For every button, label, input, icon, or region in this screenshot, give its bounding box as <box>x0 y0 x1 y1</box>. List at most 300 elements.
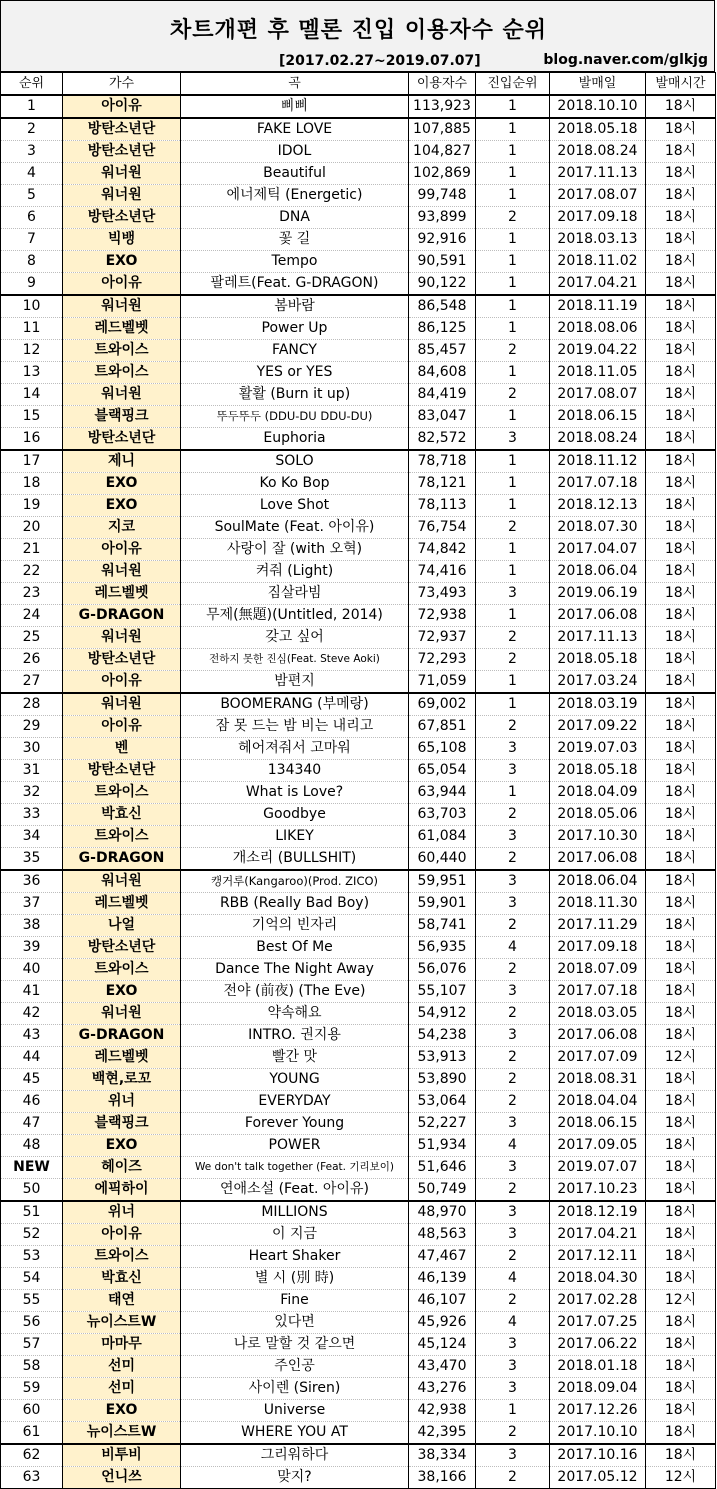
table-row <box>1 185 716 207</box>
artist-cell: 레드벨벳 <box>63 583 181 605</box>
artist-cell: 레드벨벳 <box>63 318 181 340</box>
release-time-cell: 18시 <box>646 163 716 185</box>
rank-cell: 29 <box>1 716 63 738</box>
release-date-cell: 2017.07.18 <box>550 981 646 1003</box>
rank-cell: 5 <box>1 185 63 207</box>
users-cell: 86,125 <box>409 318 476 340</box>
users-cell: 48,563 <box>409 1224 476 1246</box>
table-row <box>1 627 716 649</box>
table-row <box>1 1312 716 1334</box>
rank-cell: 52 <box>1 1224 63 1246</box>
table-row <box>1 804 716 826</box>
artist-cell: G-DRAGON <box>63 848 181 871</box>
users-cell: 90,591 <box>409 251 476 273</box>
table-row <box>1 605 716 627</box>
song-cell: LIKEY <box>181 826 409 848</box>
release-time-cell: 18시 <box>646 782 716 804</box>
users-cell: 60,440 <box>409 848 476 871</box>
entry-rank-cell: 3 <box>476 428 550 451</box>
artist-cell: 지코 <box>63 517 181 539</box>
rank-cell: 10 <box>1 295 63 318</box>
rank-cell: 11 <box>1 318 63 340</box>
artist-cell: 제니 <box>63 450 181 473</box>
release-time-cell: 18시 <box>646 207 716 229</box>
song-cell: 팔레트(Feat. G-DRAGON) <box>181 273 409 296</box>
artist-cell: 블랙핑크 <box>63 406 181 428</box>
entry-rank-cell: 2 <box>476 649 550 671</box>
table-row <box>1 273 716 296</box>
entry-rank-cell: 1 <box>476 229 550 251</box>
users-cell: 76,754 <box>409 517 476 539</box>
artist-cell: 방탄소년단 <box>63 649 181 671</box>
rank-cell: 28 <box>1 693 63 716</box>
song-cell: 켜줘 (Light) <box>181 561 409 583</box>
rank-cell: 14 <box>1 384 63 406</box>
rank-cell: 40 <box>1 959 63 981</box>
release-time-cell: 18시 <box>646 1135 716 1157</box>
release-time-cell: 18시 <box>646 981 716 1003</box>
release-time-cell: 18시 <box>646 1312 716 1334</box>
entry-rank-cell: 3 <box>476 1356 550 1378</box>
ranking-table <box>0 72 716 1489</box>
song-cell: FANCY <box>181 340 409 362</box>
song-cell: SoulMate (Feat. 아이유) <box>181 517 409 539</box>
entry-rank-cell: 2 <box>476 384 550 406</box>
song-cell: EVERYDAY <box>181 1091 409 1113</box>
table-row <box>1 649 716 671</box>
song-cell: 활활 (Burn it up) <box>181 384 409 406</box>
release-date-cell: 2017.05.12 <box>550 1467 646 1489</box>
release-time-cell: 18시 <box>646 406 716 428</box>
rank-cell: 43 <box>1 1025 63 1047</box>
users-cell: 61,084 <box>409 826 476 848</box>
artist-cell: 에픽하이 <box>63 1179 181 1202</box>
entry-rank-cell: 1 <box>476 605 550 627</box>
song-cell: DNA <box>181 207 409 229</box>
release-time-cell: 18시 <box>646 1422 716 1445</box>
song-cell: FAKE LOVE <box>181 118 409 141</box>
rank-cell: 17 <box>1 450 63 473</box>
rank-cell: 30 <box>1 738 63 760</box>
entry-rank-cell: 2 <box>476 1047 550 1069</box>
col-header-release-time: 발매시간 <box>646 73 716 96</box>
entry-rank-cell: 2 <box>476 915 550 937</box>
release-date-cell: 2018.05.06 <box>550 804 646 826</box>
entry-rank-cell: 2 <box>476 1422 550 1445</box>
release-time-cell: 18시 <box>646 95 716 118</box>
song-cell: WHERE YOU AT <box>181 1422 409 1445</box>
users-cell: 104,827 <box>409 141 476 163</box>
rank-cell: 22 <box>1 561 63 583</box>
users-cell: 69,002 <box>409 693 476 716</box>
users-cell: 82,572 <box>409 428 476 451</box>
entry-rank-cell: 1 <box>476 163 550 185</box>
artist-cell: 워너원 <box>63 693 181 716</box>
users-cell: 43,276 <box>409 1378 476 1400</box>
release-time-cell: 18시 <box>646 141 716 163</box>
artist-cell: 빅뱅 <box>63 229 181 251</box>
release-date-cell: 2018.06.15 <box>550 1113 646 1135</box>
entry-rank-cell: 4 <box>476 1135 550 1157</box>
table-row <box>1 1201 716 1224</box>
artist-cell: 위너 <box>63 1201 181 1224</box>
artist-cell: 태연 <box>63 1290 181 1312</box>
release-date-cell: 2018.03.13 <box>550 229 646 251</box>
song-cell: 약속해요 <box>181 1003 409 1025</box>
users-cell: 48,970 <box>409 1201 476 1224</box>
artist-cell: 방탄소년단 <box>63 141 181 163</box>
release-date-cell: 2018.05.18 <box>550 649 646 671</box>
song-cell: YOUNG <box>181 1069 409 1091</box>
release-time-cell: 12시 <box>646 1047 716 1069</box>
entry-rank-cell: 1 <box>476 185 550 207</box>
release-date-cell: 2019.04.22 <box>550 340 646 362</box>
users-cell: 52,227 <box>409 1113 476 1135</box>
artist-cell: 선미 <box>63 1378 181 1400</box>
entry-rank-cell: 1 <box>476 495 550 517</box>
artist-cell: 위너 <box>63 1091 181 1113</box>
artist-cell: 트와이스 <box>63 362 181 384</box>
song-cell: MILLIONS <box>181 1201 409 1224</box>
table-row <box>1 893 716 915</box>
artist-cell: 뉴이스트W <box>63 1422 181 1445</box>
release-date-cell: 2017.11.29 <box>550 915 646 937</box>
artist-cell: 레드벨벳 <box>63 893 181 915</box>
rank-cell: 19 <box>1 495 63 517</box>
release-time-cell: 18시 <box>646 473 716 495</box>
artist-cell: 워너원 <box>63 627 181 649</box>
release-time-cell: 18시 <box>646 362 716 384</box>
artist-cell: 방탄소년단 <box>63 760 181 782</box>
song-cell: Ko Ko Bop <box>181 473 409 495</box>
table-row <box>1 428 716 451</box>
artist-cell: 나얼 <box>63 915 181 937</box>
release-date-cell: 2019.07.03 <box>550 738 646 760</box>
table-row <box>1 362 716 384</box>
entry-rank-cell: 1 <box>476 362 550 384</box>
rank-cell: 31 <box>1 760 63 782</box>
rank-cell: 60 <box>1 1400 63 1422</box>
table-row <box>1 163 716 185</box>
song-cell: INTRO. 권지용 <box>181 1025 409 1047</box>
artist-cell: G-DRAGON <box>63 1025 181 1047</box>
rank-cell: 34 <box>1 826 63 848</box>
release-date-cell: 2018.11.30 <box>550 893 646 915</box>
release-time-cell: 18시 <box>646 118 716 141</box>
users-cell: 42,395 <box>409 1422 476 1445</box>
release-date-cell: 2017.03.24 <box>550 671 646 694</box>
users-cell: 54,912 <box>409 1003 476 1025</box>
song-cell: 빨간 맛 <box>181 1047 409 1069</box>
users-cell: 47,467 <box>409 1246 476 1268</box>
users-cell: 63,703 <box>409 804 476 826</box>
users-cell: 58,741 <box>409 915 476 937</box>
artist-cell: 선미 <box>63 1356 181 1378</box>
release-date-cell: 2018.11.19 <box>550 295 646 318</box>
table-row <box>1 1091 716 1113</box>
col-header-entry-rank: 진입순위 <box>476 73 550 96</box>
release-date-cell: 2017.09.22 <box>550 716 646 738</box>
release-date-cell: 2017.04.07 <box>550 539 646 561</box>
users-cell: 56,935 <box>409 937 476 959</box>
entry-rank-cell: 2 <box>476 1246 550 1268</box>
release-time-cell: 18시 <box>646 229 716 251</box>
table-row <box>1 118 716 141</box>
release-date-cell: 2017.08.07 <box>550 185 646 207</box>
users-cell: 72,937 <box>409 627 476 649</box>
users-cell: 113,923 <box>409 95 476 118</box>
song-cell: 이 지금 <box>181 1224 409 1246</box>
rank-cell: 15 <box>1 406 63 428</box>
rank-cell: 18 <box>1 473 63 495</box>
rank-cell: 12 <box>1 340 63 362</box>
release-date-cell: 2017.09.05 <box>550 1135 646 1157</box>
release-time-cell: 12시 <box>646 1467 716 1489</box>
rank-cell: 42 <box>1 1003 63 1025</box>
artist-cell: EXO <box>63 473 181 495</box>
song-cell: 뚜두뚜두 (DDU-DU DDU-DU) <box>181 406 409 428</box>
table-row <box>1 1047 716 1069</box>
release-date-cell: 2017.12.26 <box>550 1400 646 1422</box>
release-time-cell: 18시 <box>646 583 716 605</box>
release-time-cell: 18시 <box>646 318 716 340</box>
release-date-cell: 2017.07.18 <box>550 473 646 495</box>
song-cell: Beautiful <box>181 163 409 185</box>
release-time-cell: 18시 <box>646 649 716 671</box>
rank-cell: 25 <box>1 627 63 649</box>
release-date-cell: 2018.10.10 <box>550 95 646 118</box>
page-title: 차트개편 후 멜론 진입 이용자수 순위 <box>169 18 548 43</box>
table-row <box>1 207 716 229</box>
users-cell: 85,457 <box>409 340 476 362</box>
users-cell: 84,608 <box>409 362 476 384</box>
users-cell: 73,493 <box>409 583 476 605</box>
artist-cell: 박효신 <box>63 804 181 826</box>
table-row <box>1 848 716 871</box>
song-cell: 봄바람 <box>181 295 409 318</box>
table-row <box>1 384 716 406</box>
rank-cell: 59 <box>1 1378 63 1400</box>
entry-rank-cell: 2 <box>476 1091 550 1113</box>
table-row <box>1 716 716 738</box>
table-row <box>1 251 716 273</box>
users-cell: 90,122 <box>409 273 476 296</box>
release-time-cell: 18시 <box>646 450 716 473</box>
release-time-cell: 18시 <box>646 1400 716 1422</box>
entry-rank-cell: 2 <box>476 1290 550 1312</box>
rank-cell: 56 <box>1 1312 63 1334</box>
users-cell: 38,166 <box>409 1467 476 1489</box>
table-row <box>1 1179 716 1202</box>
users-cell: 78,113 <box>409 495 476 517</box>
release-time-cell: 18시 <box>646 1069 716 1091</box>
users-cell: 74,842 <box>409 539 476 561</box>
users-cell: 84,419 <box>409 384 476 406</box>
table-row <box>1 782 716 804</box>
header-row <box>1 73 716 96</box>
table-row <box>1 981 716 1003</box>
rank-cell: 33 <box>1 804 63 826</box>
release-date-cell: 2018.12.13 <box>550 495 646 517</box>
release-time-cell: 18시 <box>646 185 716 207</box>
table-row <box>1 671 716 694</box>
release-time-cell: 18시 <box>646 1224 716 1246</box>
artist-cell: 언니쓰 <box>63 1467 181 1489</box>
table-row <box>1 1422 716 1445</box>
users-cell: 74,416 <box>409 561 476 583</box>
artist-cell: 트와이스 <box>63 1246 181 1268</box>
artist-cell: EXO <box>63 251 181 273</box>
artist-cell: 워너원 <box>63 1003 181 1025</box>
entry-rank-cell: 2 <box>476 804 550 826</box>
rank-cell: 62 <box>1 1444 63 1467</box>
song-cell: 사이렌 (Siren) <box>181 1378 409 1400</box>
song-cell: Goodbye <box>181 804 409 826</box>
entry-rank-cell: 2 <box>476 848 550 871</box>
release-date-cell: 2017.04.21 <box>550 273 646 296</box>
release-date-cell: 2018.05.18 <box>550 760 646 782</box>
release-date-cell: 2018.03.19 <box>550 693 646 716</box>
users-cell: 46,139 <box>409 1268 476 1290</box>
table-row <box>1 1224 716 1246</box>
artist-cell: 트와이스 <box>63 340 181 362</box>
users-cell: 83,047 <box>409 406 476 428</box>
rank-cell: 24 <box>1 605 63 627</box>
table-row <box>1 141 716 163</box>
entry-rank-cell: 1 <box>476 671 550 694</box>
release-time-cell: 18시 <box>646 1157 716 1179</box>
song-cell: 잠 못 드는 밤 비는 내리고 <box>181 716 409 738</box>
rank-cell: NEW <box>1 1157 63 1179</box>
artist-cell: 아이유 <box>63 671 181 694</box>
users-cell: 50,749 <box>409 1179 476 1202</box>
entry-rank-cell: 1 <box>476 318 550 340</box>
release-time-cell: 18시 <box>646 915 716 937</box>
users-cell: 42,938 <box>409 1400 476 1422</box>
artist-cell: 트와이스 <box>63 959 181 981</box>
song-cell: Forever Young <box>181 1113 409 1135</box>
release-date-cell: 2018.06.15 <box>550 406 646 428</box>
table-row <box>1 450 716 473</box>
users-cell: 45,124 <box>409 1334 476 1356</box>
release-time-cell: 18시 <box>646 959 716 981</box>
entry-rank-cell: 1 <box>476 561 550 583</box>
users-cell: 51,646 <box>409 1157 476 1179</box>
song-cell: 캥거루(Kangaroo)(Prod. ZICO) <box>181 870 409 893</box>
song-cell: 꽃 길 <box>181 229 409 251</box>
artist-cell: 방탄소년단 <box>63 207 181 229</box>
col-header-artist: 가수 <box>63 73 181 96</box>
table-row <box>1 1135 716 1157</box>
entry-rank-cell: 2 <box>476 627 550 649</box>
users-cell: 43,470 <box>409 1356 476 1378</box>
title-box <box>0 0 715 72</box>
entry-rank-cell: 1 <box>476 450 550 473</box>
rank-cell: 26 <box>1 649 63 671</box>
rank-cell: 6 <box>1 207 63 229</box>
users-cell: 55,107 <box>409 981 476 1003</box>
entry-rank-cell: 4 <box>476 937 550 959</box>
rank-cell: 37 <box>1 893 63 915</box>
release-date-cell: 2018.04.30 <box>550 1268 646 1290</box>
blog-url: blog.naver.com/glkjg <box>543 52 708 68</box>
artist-cell: 아이유 <box>63 716 181 738</box>
rank-cell: 23 <box>1 583 63 605</box>
artist-cell: EXO <box>63 1135 181 1157</box>
release-time-cell: 18시 <box>646 1268 716 1290</box>
rank-cell: 16 <box>1 428 63 451</box>
release-time-cell: 18시 <box>646 1444 716 1467</box>
artist-cell: 워너원 <box>63 870 181 893</box>
song-cell: 주인공 <box>181 1356 409 1378</box>
users-cell: 53,913 <box>409 1047 476 1069</box>
users-cell: 78,718 <box>409 450 476 473</box>
artist-cell: 아이유 <box>63 539 181 561</box>
table-row <box>1 95 716 118</box>
song-cell: Power Up <box>181 318 409 340</box>
rank-cell: 41 <box>1 981 63 1003</box>
col-header-rank: 순위 <box>1 73 63 96</box>
table-row <box>1 959 716 981</box>
song-cell: RBB (Really Bad Boy) <box>181 893 409 915</box>
release-time-cell: 18시 <box>646 539 716 561</box>
song-cell: Heart Shaker <box>181 1246 409 1268</box>
release-date-cell: 2017.11.13 <box>550 163 646 185</box>
release-date-cell: 2017.09.18 <box>550 207 646 229</box>
release-time-cell: 18시 <box>646 251 716 273</box>
users-cell: 51,934 <box>409 1135 476 1157</box>
release-date-cell: 2017.10.23 <box>550 1179 646 1202</box>
release-date-cell: 2018.09.04 <box>550 1378 646 1400</box>
rank-cell: 58 <box>1 1356 63 1378</box>
entry-rank-cell: 1 <box>476 406 550 428</box>
users-cell: 71,059 <box>409 671 476 694</box>
release-date-cell: 2018.03.05 <box>550 1003 646 1025</box>
rank-cell: 7 <box>1 229 63 251</box>
users-cell: 59,951 <box>409 870 476 893</box>
song-cell: What is Love? <box>181 782 409 804</box>
rank-cell: 51 <box>1 1201 63 1224</box>
rank-cell: 57 <box>1 1334 63 1356</box>
entry-rank-cell: 3 <box>476 1334 550 1356</box>
users-cell: 53,064 <box>409 1091 476 1113</box>
song-cell: 있다면 <box>181 1312 409 1334</box>
entry-rank-cell: 3 <box>476 1113 550 1135</box>
entry-rank-cell: 1 <box>476 95 550 118</box>
table-row <box>1 1268 716 1290</box>
entry-rank-cell: 1 <box>476 539 550 561</box>
entry-rank-cell: 1 <box>476 251 550 273</box>
table-row <box>1 229 716 251</box>
song-cell: 갖고 싶어 <box>181 627 409 649</box>
entry-rank-cell: 4 <box>476 1268 550 1290</box>
table-row <box>1 517 716 539</box>
song-cell: Fine <box>181 1290 409 1312</box>
rank-cell: 8 <box>1 251 63 273</box>
release-date-cell: 2017.06.22 <box>550 1334 646 1356</box>
song-cell: 에너제틱 (Energetic) <box>181 185 409 207</box>
table-row <box>1 295 716 318</box>
release-date-cell: 2018.07.09 <box>550 959 646 981</box>
release-date-cell: 2017.04.21 <box>550 1224 646 1246</box>
rank-cell: 47 <box>1 1113 63 1135</box>
entry-rank-cell: 3 <box>476 1378 550 1400</box>
release-time-cell: 18시 <box>646 295 716 318</box>
release-date-cell: 2018.12.19 <box>550 1201 646 1224</box>
release-time-cell: 18시 <box>646 848 716 871</box>
table-row <box>1 1400 716 1422</box>
table-row <box>1 1356 716 1378</box>
